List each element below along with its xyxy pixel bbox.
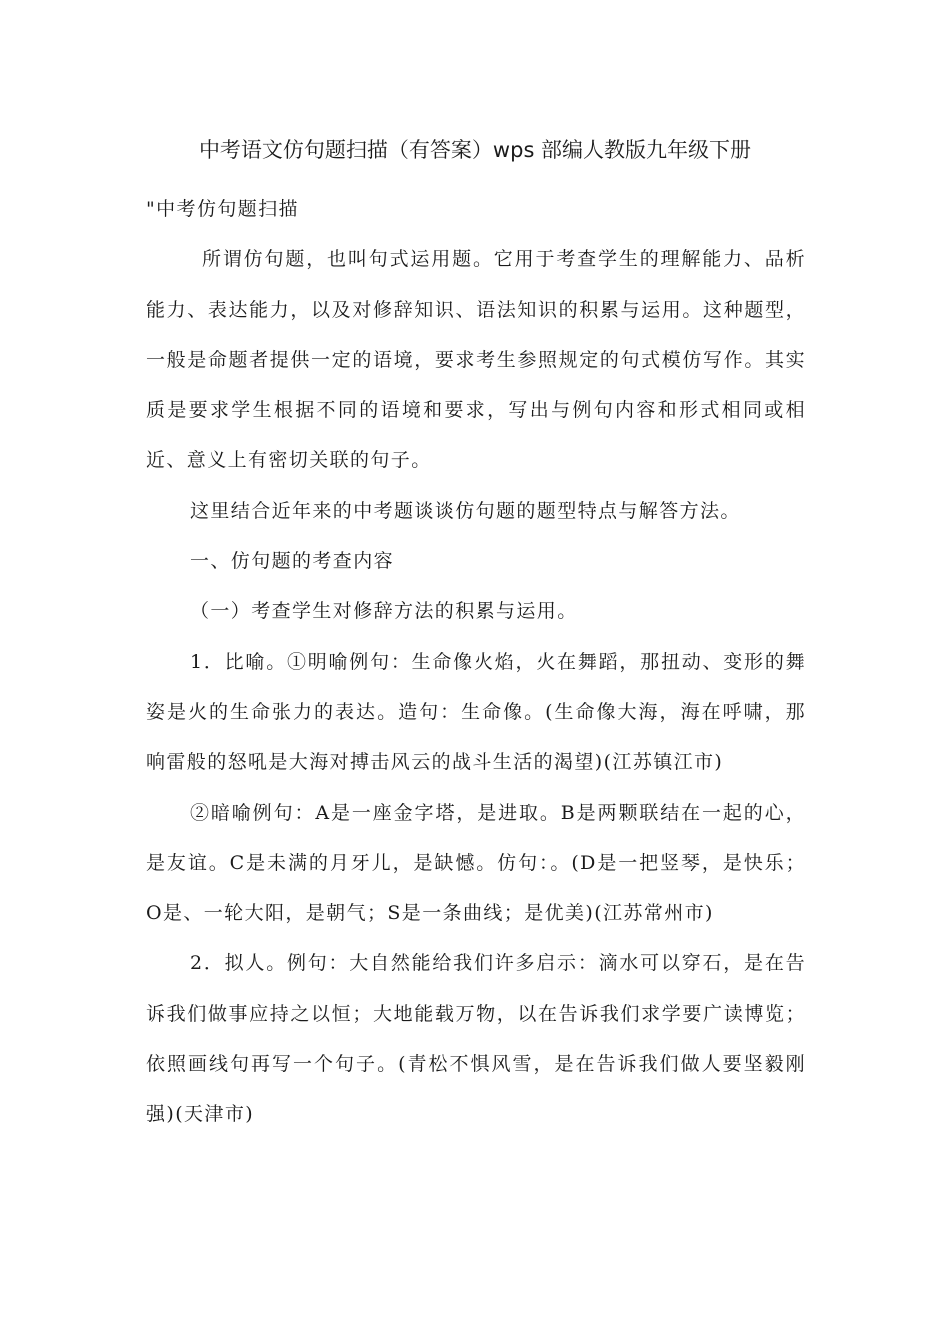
- document-title: 中考语文仿句题扫描（有答案）wps 部编人教版九年级下册: [198, 138, 752, 162]
- subsection-heading: （一）考查学生对修辞方法的积累与运用。: [190, 600, 578, 623]
- section-heading: "中考仿句题扫描: [146, 198, 299, 220]
- section-heading: 一、仿句题的考查内容: [190, 550, 395, 573]
- paragraph: 所谓仿句题，也叫句式运用题。它用于考查学生的理解能力、品析能力、表达能力，以及对修辞知识、语法知识的积累与运用。这种题型，一般是命题者提供一定的语境，要求考生参照规定的句式模仿写作。其实质是要求学生根据不同的语境和要求，写出与例句内容和形式相同或相近、意义上有密切关联的句子。: [146, 248, 806, 472]
- paragraph: 1．比喻。①明喻例句：生命像火焰，火在舞蹈，那扭动、变形的舞姿是火的生命张力的表达。造句：生命像。(生命像大海，海在呼啸，那响雷般的怒吼是大海对搏击风云的战斗生活的渴望)(江苏镇江市): [146, 650, 806, 774]
- paragraph: ②暗喻例句：A是一座金字塔，是进取。B是两颗联结在一起的心，是友谊。C是未满的月牙儿，是缺憾。仿句：。(D是一把竖琴，是快乐；O是、一轮大阳，是朝气；S是一条曲线；是优美)(江苏常州市): [146, 801, 806, 925]
- paragraph: 2．拟人。例句：大自然能给我们许多启示：滴水可以穿石，是在告诉我们做事应持之以恒；大地能载万物，以在告诉我们求学要广读博览；依照画线句再写一个句子。(青松不惧风雪，是在告诉我们做人要坚毅刚强)(天津市): [146, 952, 806, 1126]
- document-body: [146, 184, 806, 1140]
- paragraph: 这里结合近年来的中考题谈谈仿句题的题型特点与解答方法。: [190, 499, 741, 522]
